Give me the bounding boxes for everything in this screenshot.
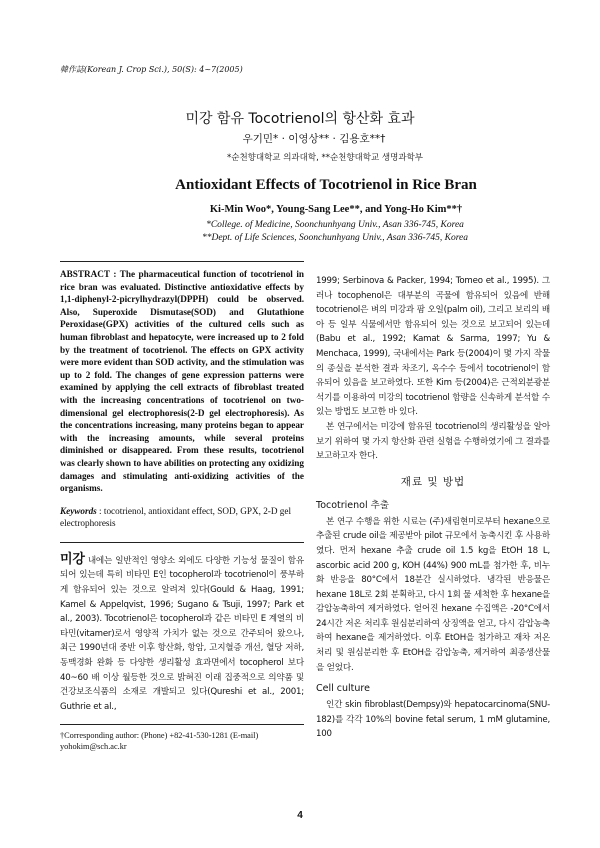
abstract: ABSTRACT : The pharmaceutical function of tocotrienol in rice bran was evaluated. Distinctive antioxidative effects by 1,1-diphenyl-2-picrylhydrazyl(DPPH) could be observed. Also, Superoxide Dismutase(SOD) and Glutathione Peroxidase(GPX) activities of the cultured cells such as human fibroblast and hepatocyte, were increased up to 2 fold by the treatment of tocotrienol. The effects on GPX activity were more evident than SOD activity, and the stimulation was up to 2 fold. The changes of gene expression patterns were examined by applying the cell extracts of fibroblast treated with the increasing concentrations of tocotrienol on two-dimensional gel electrophoresis(2-D gel electrophoresis). As the concentrations increasing, many proteins began to appear with the increasing amounts, while several proteins diminished or disappeared. From these results, tocotrienol was clearly shown to have abilities on protecting any oxidizing damages and stimulating anti-oxidizing activities of the organisms. — [60, 269, 304, 494]
keywords-label: Keywords — [60, 505, 97, 516]
journal-header: 韓作誌(Korean J. Crop Sci.), 50(S): 4~7(2005) — [60, 65, 243, 74]
keywords — [60, 505, 304, 530]
extraction-paragraph: 본 연구 수행을 위한 시료는 (주)새림현미로부터 hexane으로 추출된 crude oil을 제공받아 pilot 규모에서 농축시킨 후 사용하였다. 먼저 hexane 추출 crude oil 1.5 kg을 EtOH 18 L, ascorbic acid 200 g, KOH (44%) 900 mL를 첨가한 후, 비누화 반응을 80°C에서 18분간 실시하였다. 냉각된 반응물은 hexane 18L로 2회 분획하고, 다시 1회 물 세척한 후 hexane을 감압농축하여 제거하였다. 얻어진 hexane 수집액은 -20°C에서 24시간 저온 처리후 원심분리하여 상징액을 얻고, 다시 감압농축하여 hexane을 제거하였다. 이후 EtOH을 첨가하고 재차 저온 처리 및 원심분리한 후 EtOH을 감압농축, 제거하여 최종생산물을 얻었다. — [316, 516, 550, 673]
abstract-bottom-rule — [60, 542, 304, 543]
intro-text: 내에는 일반적인 영양소 외에도 다양한 기능성 물질이 함유되어 있는데 특히 비타민 E인 tocopherol과 tocotrienol이 풍부하게 함유되어 있는 것으로 알려져 있다(Gould & Haag, 1991; Kamel & Appelqvist, 1996; Sugano & Tsuji, 1997; Park et al., 2003). Tocotrienol은 tocopherol과 같은 비타민 E 계열의 비타민(vitamer)로서 영양적 가치가 없는 것으로 간주되어 왔으나, 최근 1990년대 중반 이후 항산화, 항암, 고지혈증 개선, 혈당 저하, 동맥경화 완화 등 다양한 생리활성 효과면에서 tocopherol 보다 40~60 배 이상 월등한 것으로 밝혀진 이래 집중적으로 의약품 및 건강보조식품의 소재로 개발되고 있다(Qureshi et al., 2001; Guthrie et al., — [60, 555, 304, 712]
english-title: Antioxidant Effects of Tocotrienol in Rice Bran — [175, 177, 477, 193]
right-column — [316, 274, 550, 742]
footnote-rule — [60, 724, 304, 725]
intro-dropcap: 미강 — [60, 551, 85, 567]
intro-paragraph — [60, 553, 304, 715]
methods-heading: 재료 및 방법 — [400, 475, 466, 488]
subsection-heading-cell-culture: Cell culture — [316, 683, 370, 695]
corresponding-footnote: †Corresponding author: (Phone) +82-41-530-1281 (E-mail) yohokim@sch.ac.kr — [60, 731, 259, 752]
subsection-heading-extraction: Tocotrienol 추출 — [316, 499, 389, 511]
left-column — [60, 268, 304, 752]
english-affiliation-2: **Dept. of Life Sciences, Soonchunhyang Univ., Asan 336-745, Korea — [201, 233, 469, 243]
page-number: 4 — [297, 810, 303, 821]
abstract-top-rule — [60, 261, 304, 262]
intro-continued: 1999; Serbinova & Packer, 1994; Tomeo et al., 1995). 그러나 tocophenol은 대부분의 곡물에 함유되어 있음에 반해 tocotrienol은 벼의 미강과 팜 오일(palm oil), 그리고 보리의 배아 등 일부 식물에서만 함유되어 있는 것으로 보고되어 있는데(Babu et al., 1992; Kamat & Sarma, 1997; Yu & Menchaca, 1999), 국내에서는 Park 등(2004)이 몇 가지 작물의 종실을 분석한 결과 차조기, 옥수수 등에서 tocotrienol이 함유되어 있음을 보고하였다. 또한 Kim 등(2004)은 근적외분광분석기를 이용하여 미강의 tocotrienol 함량을 신속하게 분석할 수 있는 방법도 보고한 바 있다. — [316, 276, 550, 418]
english-authors: Ki-Min Woo*, Young-Sang Lee**, and Yong-Ho Kim**† — [209, 204, 463, 215]
korean-affiliation: *순천향대학교 의과대학, **순천향대학교 생명과학부 — [227, 153, 423, 163]
english-affiliation-1: *College. of Medicine, Soonchunhyang Univ., Asan 336-745, Korea — [206, 220, 464, 230]
intro-paragraph-2: 본 연구에서는 미강에 함유된 tocotrienol의 생리활성을 알아보기 위하여 몇 가지 항산화 관련 실험을 수행하였기에 그 결과를 보고하고자 한다. — [316, 421, 550, 462]
korean-title: 미강 함유 Tocotrienol의 항산화 효과 — [185, 111, 415, 127]
keywords-text: : tocotrienol, antioxidant effect, SOD, GPX, 2-D gel electrophoresis — [60, 505, 292, 529]
cell-culture-paragraph: 인간 skin fibroblast(Dempsy)와 hepatocarcinoma(SNU-182)를 각각 10%의 bovine fetal serum, 1 mM glutamine, 100 — [316, 700, 550, 740]
korean-authors: 우기민* · 이영상** · 김용호**† — [242, 133, 386, 145]
